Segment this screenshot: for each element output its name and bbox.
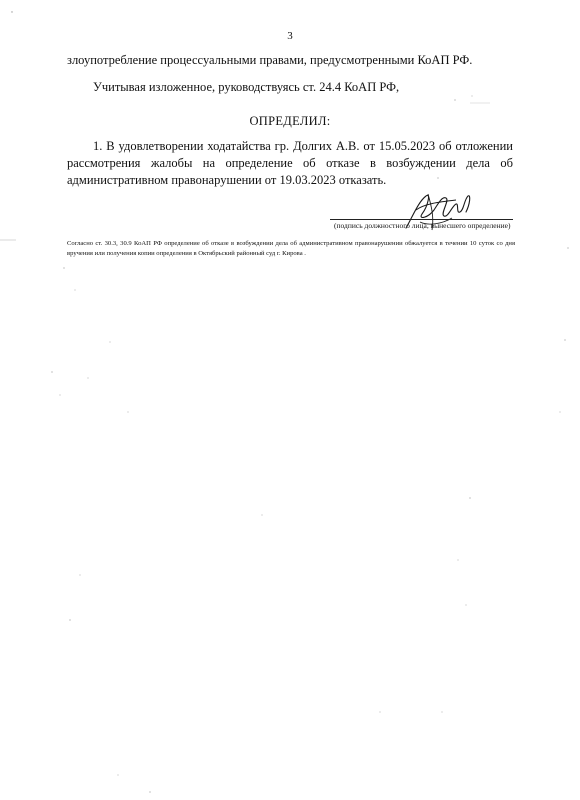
appeal-footnote: Согласно ст. 30.3, 30.9 КоАП РФ определение об отказе в возбуждении дела об административном правонарушении обжалуется в течении 10 суток со дня вручения или получения копии определения в Октябрьский районный суд г. Кирова . <box>67 240 515 257</box>
signature-caption: (подпись должностного лица, вынесшего определение) <box>334 221 511 230</box>
paragraph-considering: Учитывая изложенное, руководствуясь ст. 24.4 КоАП РФ, <box>93 80 400 94</box>
page-number: 3 <box>287 30 293 42</box>
signature-line <box>330 219 513 220</box>
paragraph-abuse-of-rights: злоупотребление процессуальными правами, предусмотренными КоАП РФ. <box>67 53 473 67</box>
decision-paragraph: 1. В удовлетворении ходатайства гр. Долгих А.В. от 15.05.2023 об отложении рассмотрения жалобы на определение об отказе в возбуждении дела об административном правонарушении от 19.03.2023 отказать. <box>67 139 513 187</box>
section-heading-determined: ОПРЕДЕЛИЛ: <box>249 114 331 128</box>
